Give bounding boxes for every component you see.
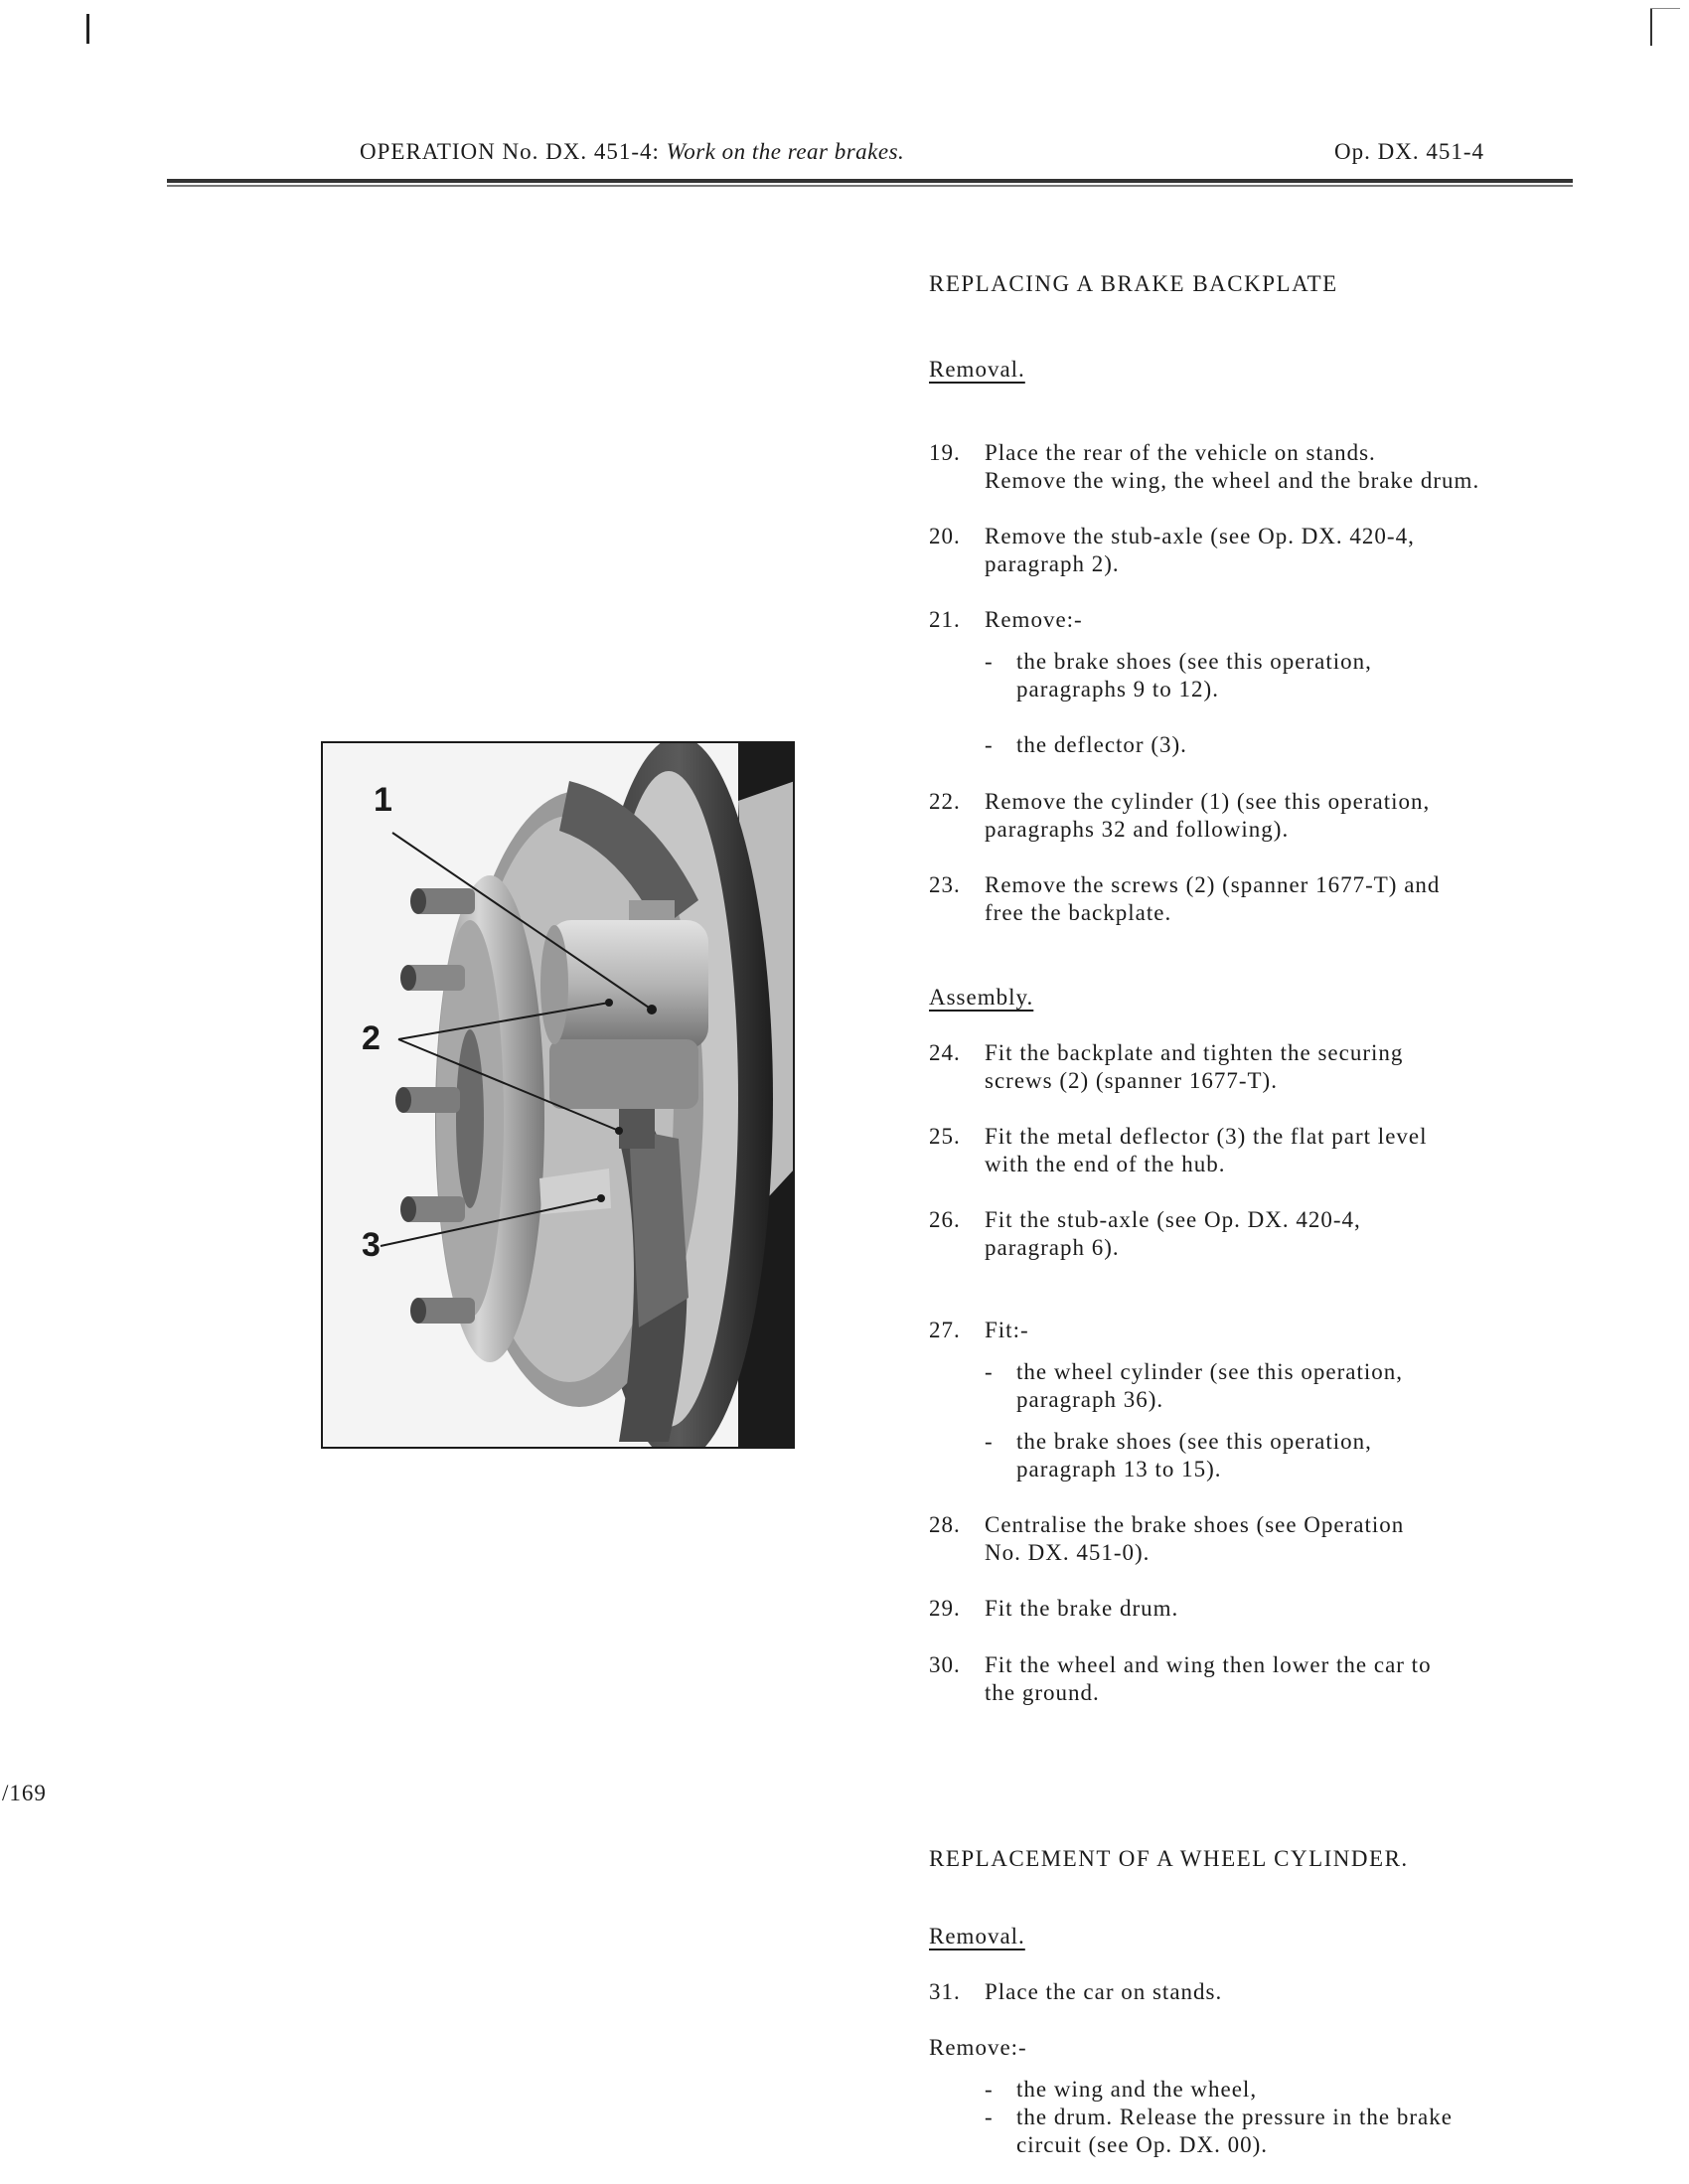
step-text: No. DX. 451-0). [985,1540,1151,1565]
sub-text: the wheel cylinder (see this operation, [1016,1359,1403,1384]
bullet-dash: - [985,2077,994,2102]
sub-text: paragraphs 9 to 12). [1016,677,1219,702]
step-number: 28. [929,1512,961,1537]
step-number: 25. [929,1124,961,1149]
step-text: Remove the screws (2) (spanner 1677-T) and [985,872,1441,897]
callout-label-2: 2 [362,1019,381,1057]
step-text: Fit the stub-axle (see Op. DX. 420-4, [985,1207,1361,1232]
step-text: paragraphs 32 and following). [985,817,1290,842]
sub-text: the brake shoes (see this operation, [1016,1429,1372,1454]
sub-text: circuit (see Op. DX. 00). [1016,2132,1269,2157]
step-number: 24. [929,1040,961,1065]
crop-mark-right-tick [1650,8,1680,9]
step-number: 19. [929,440,961,465]
step-text: free the backplate. [985,900,1172,925]
crop-mark-left [86,14,89,44]
sub-text: the wing and the wheel, [1016,2077,1258,2102]
step-text: Remove the wing, the wheel and the brake drum. [985,468,1480,493]
bullet-dash: - [985,1359,994,1384]
sub-text: paragraph 36). [1016,1387,1164,1412]
step-text: Remove:- [985,607,1083,632]
section-title-cylinder: REPLACEMENT OF A WHEEL CYLINDER. [929,1846,1409,1871]
step-text: the ground. [985,1680,1100,1705]
step-number: 21. [929,607,961,632]
bullet-dash: - [985,1429,994,1454]
operation-title: Work on the rear brakes. [666,139,905,164]
sub-text: paragraph 13 to 15). [1016,1457,1222,1482]
page-header-ref: Op. DX. 451-4 [1334,139,1484,164]
step-text: Fit the wheel and wing then lower the car to [985,1652,1432,1677]
header-rule-secondary [167,185,1573,187]
step-text: Remove the stub-axle (see Op. DX. 420-4, [985,524,1415,548]
remove-label: Remove:- [929,2035,1027,2060]
sub-text: the drum. Release the pressure in the brake [1016,2105,1453,2129]
step-number: 20. [929,524,961,548]
step-number: 27. [929,1318,961,1342]
step-number: 31. [929,1979,961,2004]
assembly-heading: Assembly. [929,985,1034,1010]
removal-heading: Removal. [929,357,1025,382]
step-text: screws (2) (spanner 1677-T). [985,1068,1278,1093]
operation-number: OPERATION No. DX. 451-4: [360,139,660,164]
header-rule [167,179,1573,183]
callout-label-1: 1 [374,781,392,819]
bullet-dash: - [985,2105,994,2129]
crop-mark-right [1650,8,1652,46]
photo-area [321,741,795,1449]
step-number: 29. [929,1596,961,1621]
step-number: 26. [929,1207,961,1232]
step-text: Fit:- [985,1318,1029,1342]
step-number: 23. [929,872,961,897]
step-text: Fit the metal deflector (3) the flat part level [985,1124,1428,1149]
step-text: paragraph 6). [985,1235,1120,1260]
step-text: Centralise the brake shoes (see Operation [985,1512,1405,1537]
cylinder-removal-heading: Removal. [929,1924,1025,1949]
sub-text: the brake shoes (see this operation, [1016,649,1372,674]
step-text: Fit the backplate and tighten the securing [985,1040,1404,1065]
page-header-title [360,139,904,165]
step-text: with the end of the hub. [985,1152,1226,1176]
side-page-number: /169 [2,1781,47,1805]
callout-label-3: 3 [362,1226,381,1264]
bullet-dash: - [985,649,994,674]
step-number: 30. [929,1652,961,1677]
step-number: 22. [929,789,961,814]
sub-text: the deflector (3). [1016,732,1187,757]
section-title-backplate: REPLACING A BRAKE BACKPLATE [929,271,1338,296]
step-text: Remove the cylinder (1) (see this operation, [985,789,1431,814]
step-text: Place the car on stands. [985,1979,1223,2004]
bullet-dash: - [985,732,994,757]
step-text: paragraph 2). [985,551,1120,576]
step-text: Fit the brake drum. [985,1596,1179,1621]
step-text: Place the rear of the vehicle on stands. [985,440,1376,465]
brake-assembly-figure [321,741,795,1449]
